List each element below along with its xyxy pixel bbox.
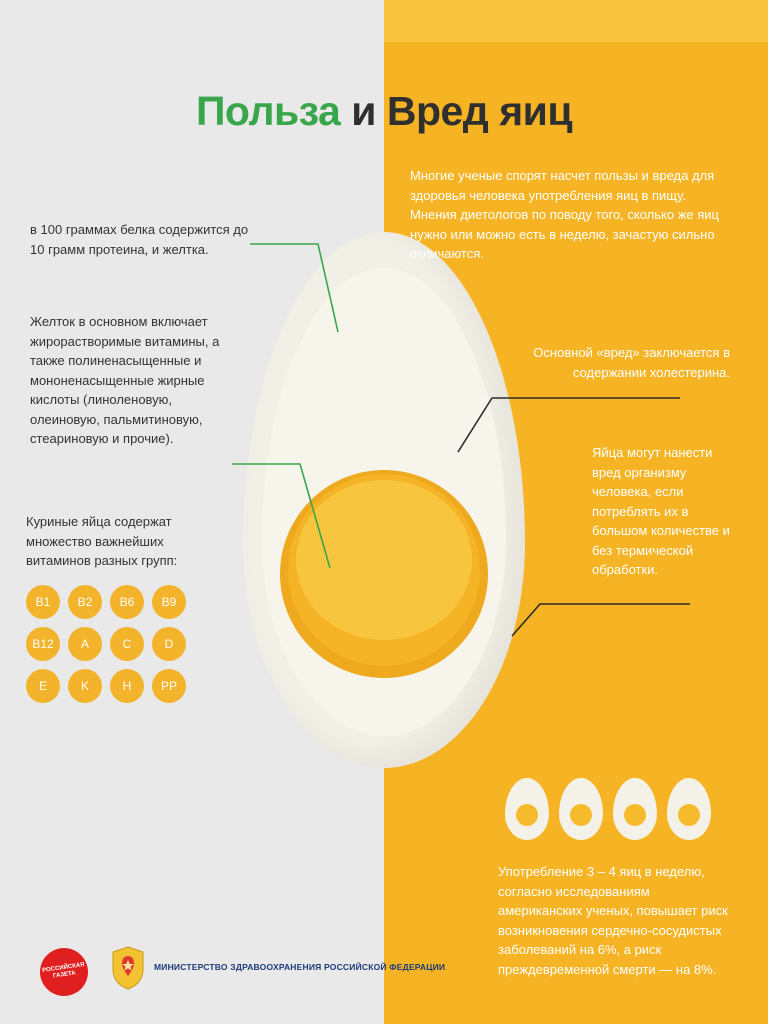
vitamin-badge: E xyxy=(26,669,60,703)
small-egg-row xyxy=(505,778,711,840)
small-egg-yolk xyxy=(516,804,538,826)
note-cholesterol: Основной «вред» заключается в содержании холестерина. xyxy=(533,345,730,380)
note-yolk-vitamins: Желток в основном включает жирорастворимые витамины, а также полиненасыщенные и мононенасыщенные жирные кислоты (линоленовую, олеиновую, пальмитиновую, стеариновую и прочие). xyxy=(30,314,220,446)
egg-yolk-highlight xyxy=(296,480,472,640)
vitamin-badge-grid xyxy=(26,585,216,711)
page-title xyxy=(0,88,768,135)
note-vitamin-groups: Куриные яйца содержат множество важнейших витаминов разных групп: xyxy=(26,514,178,568)
vitamin-badge: A xyxy=(68,627,102,661)
small-egg xyxy=(613,778,657,840)
rossiyskaya-gazeta-logo: РОССИЙСКАЯ ГАЗЕТА xyxy=(37,945,91,999)
page-title-dark-part: и Вред яиц xyxy=(340,88,573,134)
coat-of-arms-icon xyxy=(110,946,146,990)
vitamin-badge: H xyxy=(110,669,144,703)
vitamin-badge: K xyxy=(68,669,102,703)
small-egg-yolk xyxy=(678,804,700,826)
intro-paragraph: Многие ученые спорят насчет пользы и вреда для здоровья человека употребления яиц в пищу. Мнения диетологов по поводу того, сколько же яиц нужно или можно есть в неделю, зачастую сильно отличаются. xyxy=(410,168,719,261)
small-egg-yolk xyxy=(570,804,592,826)
vitamin-badge: B2 xyxy=(68,585,102,619)
small-egg-yolk xyxy=(624,804,646,826)
vitamin-badge: D xyxy=(152,627,186,661)
vitamin-badge: B9 xyxy=(152,585,186,619)
ministry-logo xyxy=(110,946,445,990)
vitamin-badge-row xyxy=(26,585,216,619)
note-harm: Яйца могут нанести вред организму человека, если потреблять их в большом количестве и без термической обработки. xyxy=(592,445,730,577)
small-egg xyxy=(505,778,549,840)
vitamin-badge: B6 xyxy=(110,585,144,619)
small-egg xyxy=(559,778,603,840)
vitamin-badge: C xyxy=(110,627,144,661)
background-right-top-strip xyxy=(384,0,768,42)
vitamin-badge: B12 xyxy=(26,627,60,661)
vitamin-badge: B1 xyxy=(26,585,60,619)
vitamin-badge-row xyxy=(26,627,216,661)
page-title-green-part: Польза xyxy=(195,88,341,134)
note-protein: в 100 граммах белка содержится до 10 грамм протеина, и желтка. xyxy=(30,222,249,257)
note-consumption-risk: Употребление 3 – 4 яиц в неделю, согласно исследованиям американских ученых, повышает риск возникновения сердечно-сосудистых заболеваний на 6%, а риск преждевременной смерти — на 8%. xyxy=(498,864,728,977)
vitamin-badge-row xyxy=(26,669,216,703)
ministry-logo-text: МИНИСТЕРСТВО ЗДРАВООХРАНЕНИЯ РОССИЙСКОЙ ФЕДЕРАЦИИ xyxy=(154,962,446,973)
small-egg xyxy=(667,778,711,840)
vitamin-badge: PP xyxy=(152,669,186,703)
